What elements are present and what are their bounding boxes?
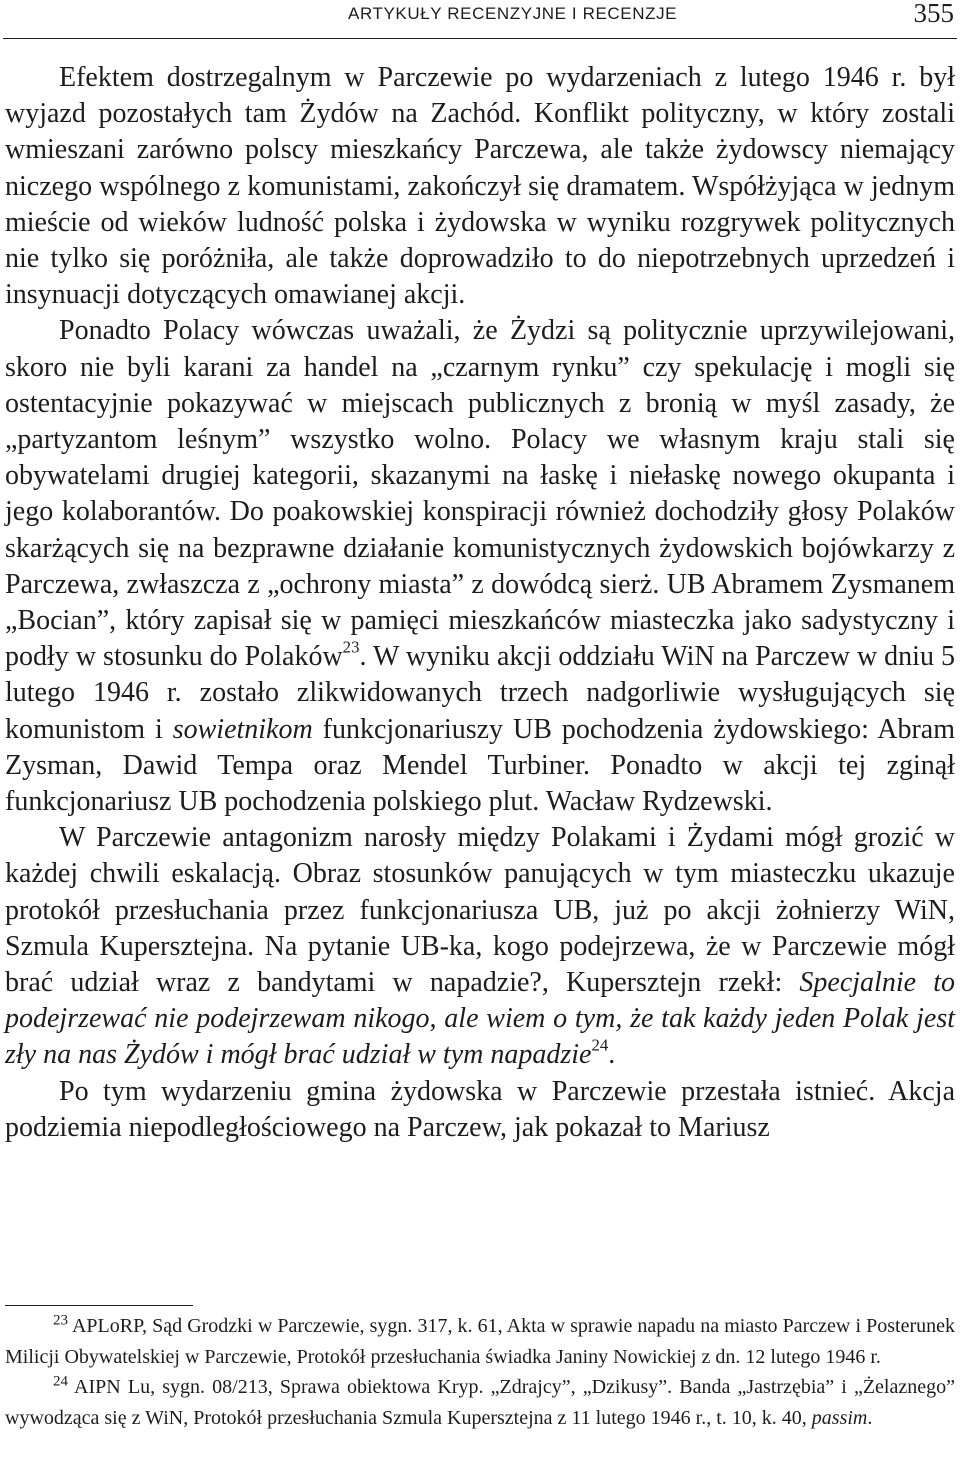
footnote-text: APLoRP, Sąd Grodzki w Parczewie, sygn. 317, k. 61, Akta w sprawie napadu na miasto Parczew i Posterunek Milicji Obywatelskiej w Parczewie, Protokół przesłuchania świadka Janiny Nowickiej z dn. 12 lutego 1946 r.: [5, 1315, 955, 1368]
paragraph-3-quote: Specjalnie to podejrzewać nie podejrzewam nikogo, ale wiem o tym, że tak każdy jeden Polak jest zły na nas Żydów i mógł brać udział w tym napadzie: [5, 967, 956, 1071]
footnote-ref-24[interactable]: 24: [591, 1035, 609, 1055]
footnote-text: AIPN Lu, sygn. 08/213, Sprawa obiektowa Kryp. „Zdrajcy”, „Dzikusy”. Banda „Jastrzębia” i „Żelaznego” wywodząca się z WiN, Protokół przesłuchania Szmula Kupersztejna z 11 lutego 1946 r., t. 10, k. 40,: [5, 1376, 955, 1429]
article-body: [5, 60, 955, 1146]
paragraph-2-text-a: Ponadto Polacy wówczas uważali, że Żydzi są politycznie uprzywilejowani, skoro nie byli karani za handel na „czarnym rynku” czy spekulację i mogli się ostentacyjnie pokazywać w miejscach publicznych z bronią w myśl zasady, że „partyzantom leśnym” wszystko wolno. Polacy we własnym kraju stali się obywatelami drugiej kategorii, skazanymi na łaskę i niełaskę nowego okupanta i jego kolaborantów. Do poakowskiej konspiracji również dochodziły głosy Polaków skarżących się na bezprawne działanie komunistycznych żydowskich bojówkarzy z Parczewa, zwłaszcza z „ochrony miasta” z dowódcą sierż. UB Abramem Zysmanem „Bocian”, który zapisał się w pamięci mieszkańców miasteczka jako sadystyczny i podły w stosunku do Polaków: [5, 315, 955, 673]
footnote-italic: passim: [811, 1406, 868, 1429]
paragraph-4-text: Po tym wydarzeniu gmina żydowska w Parczewie przestała istnieć. Akcja podziemia niepodległościowego na Parczew, jak pokazał to Mariusz: [5, 1075, 955, 1143]
paragraph-2-italic: sowietnikom: [172, 713, 313, 745]
paragraph-2: [5, 313, 955, 820]
running-head: ARTYKUŁY RECENZYJNE I RECENZJE: [348, 4, 678, 23]
page-header: [0, 0, 960, 40]
paragraph-1-text: Efektem dostrzegalnym w Parczewie po wydarzeniach z lutego 1946 r. był wyjazd pozostałych tam Żydów na Zachód. Konflikt polityczny, w który zostali wmieszani zarówno polscy mieszkańcy Parczewa, ale także żydowscy niemający niczego wspólnego z komunistami, zakończył się dramatem. Współżyjąca w jednym mieście od wieków ludność polska i żydowska w wyniku rozgrywek politycznych nie tylko się poróżniła, ale także doprowadziło to do niepotrzebnych uprzedzeń i insynuacji dotyczących omawianej akcji.: [5, 62, 955, 311]
paragraph-2-text-c: funkcjonariuszy UB pochodzenia żydowskiego: Abram Zysman, Dawid Tempa oraz Mendel Turbiner. Ponadto w akcji tej zginął funkcjonariusz UB pochodzenia polskiego plut. Wacław Rydzewski.: [5, 713, 956, 818]
header-rule: [3, 38, 957, 39]
footnote-23: [5, 1311, 955, 1372]
paragraph-3: [5, 820, 955, 1073]
footnote-number: 23: [53, 1312, 68, 1329]
footnote-separator: [5, 1305, 193, 1306]
paragraph-3-text-b: .: [608, 1039, 616, 1071]
page-number: 355: [913, 0, 954, 28]
footnote-24: [5, 1372, 955, 1433]
footnote-tail: .: [867, 1406, 873, 1429]
paragraph-1: [5, 60, 955, 313]
footnote-ref-23[interactable]: 23: [342, 637, 360, 657]
paragraph-3-text-a: W Parczewie antagonizm narosły między Polakami i Żydami mógł grozić w każdej chwili eskalacją. Obraz stosunków panujących w tym miasteczku ukazuje protokół przesłuchania przez funkcjonariusza UB, już po akcji żołnierzy WiN, Szmula Kupersztejna. Na pytanie UB-ka, kogo podejrzewa, że w Parczewie mógł brać udział wraz z bandytami w napadzie?, Kupersztejn rzekł:: [5, 822, 955, 999]
footnotes: [5, 1311, 955, 1433]
paragraph-2-text-b: . W wyniku akcji oddziału WiN na Parczew w dniu 5 lutego 1946 r. zostało zlikwidowanych trzech nadgorliwie wysługujących się komunistom i: [5, 641, 955, 745]
footnote-number: 24: [53, 1373, 68, 1390]
paragraph-4: [5, 1074, 955, 1146]
